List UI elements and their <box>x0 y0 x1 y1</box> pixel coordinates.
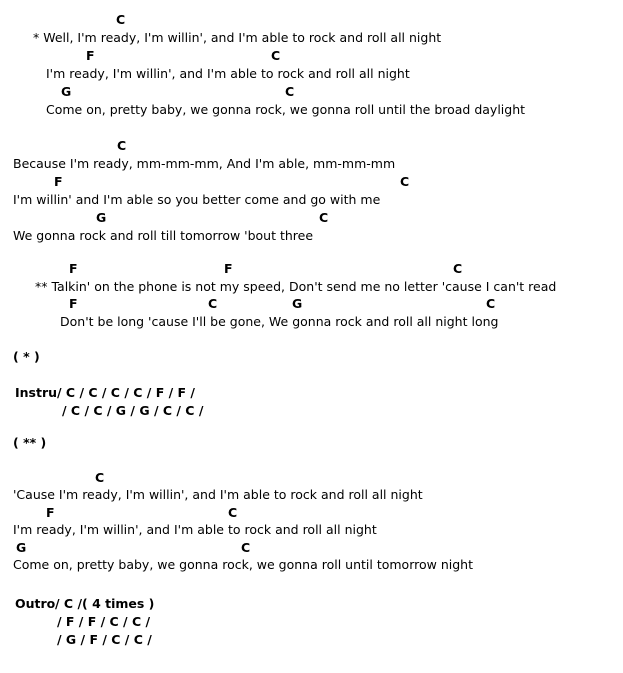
chord-line <box>0 138 623 154</box>
chord-label: C <box>400 174 410 189</box>
chord-label: C <box>486 296 496 311</box>
lyric-text: We gonna rock and roll till tomorrow 'bout three <box>13 228 314 243</box>
chord-progression: / C /( 4 times ) <box>55 596 155 611</box>
chord-label: F <box>54 174 63 189</box>
lyric-text: Come on, pretty baby, we gonna rock, we gonna roll until the broad daylight <box>46 102 526 117</box>
chord-label: C <box>208 296 218 311</box>
lyric-line <box>0 156 623 172</box>
lyric-line <box>0 192 623 208</box>
chord-label: F <box>86 48 95 63</box>
chord-label: C <box>271 48 281 63</box>
lyric-text: 'Cause I'm ready, I'm willin', and I'm able to rock and roll all night <box>13 487 423 502</box>
lyric-text: I'm ready, I'm willin', and I'm able to rock and roll all night <box>13 522 377 537</box>
chord-label: C <box>95 470 105 485</box>
lyric-line <box>0 522 623 538</box>
chord-line <box>0 296 623 312</box>
lyric-line <box>0 66 623 82</box>
lyric-text: Because I'm ready, mm-mm-mm, And I'm able, mm-mm-mm <box>13 156 396 171</box>
chord-label: C <box>117 138 127 153</box>
lyric-text: I'm ready, I'm willin', and I'm able to rock and roll all night <box>46 66 410 81</box>
lyric-text: I'm willin' and I'm able so you better come and go with me <box>13 192 381 207</box>
outro-line <box>0 614 623 630</box>
chord-label: F <box>69 261 78 276</box>
chord-line <box>0 505 623 521</box>
lyric-line <box>0 102 623 118</box>
chord-line <box>0 84 623 100</box>
lyric-text: Come on, pretty baby, we gonna rock, we gonna roll until tomorrow night <box>13 557 473 572</box>
chord-progression: / C / C / C / C / F / F / <box>57 385 195 400</box>
instrumental-line <box>0 385 623 401</box>
chord-line <box>0 540 623 556</box>
chord-label: C <box>241 540 251 555</box>
chord-label: G <box>292 296 303 311</box>
outro-line <box>0 596 623 612</box>
chord-label: G <box>61 84 72 99</box>
chord-label: F <box>46 505 55 520</box>
lyric-line <box>0 314 623 330</box>
chord-label: F <box>69 296 78 311</box>
section-marker <box>0 435 623 451</box>
chord-progression: / G / F / C / C / <box>57 632 152 647</box>
chord-progression: Instru <box>15 385 58 400</box>
chord-line <box>0 470 623 486</box>
chord-label: G <box>16 540 27 555</box>
marker-text: ( * ) <box>13 349 40 364</box>
chord-line <box>0 210 623 226</box>
chord-label: C <box>228 505 238 520</box>
chord-label: C <box>116 12 126 27</box>
lyric-line <box>0 557 623 573</box>
chord-label: F <box>224 261 233 276</box>
chord-progression: / C / C / G / G / C / C / <box>62 403 204 418</box>
instrumental-line <box>0 403 623 419</box>
chord-progression: / F / F / C / C / <box>57 614 151 629</box>
outro-line <box>0 632 623 648</box>
chord-label: C <box>319 210 329 225</box>
lyric-line <box>0 228 623 244</box>
lyric-text: ** Talkin' on the phone is not my speed, Don't send me no letter 'cause I can't read <box>35 279 557 294</box>
lyric-text: * Well, I'm ready, I'm willin', and I'm able to rock and roll all night <box>33 30 442 45</box>
chord-label: C <box>453 261 463 276</box>
marker-text: ( ** ) <box>13 435 47 450</box>
lyric-text: Don't be long 'cause I'll be gone, We gonna rock and roll all night long <box>60 314 499 329</box>
chord-progression: Outro <box>15 596 56 611</box>
lyric-line <box>0 487 623 503</box>
chord-line <box>0 48 623 64</box>
chord-label: C <box>285 84 295 99</box>
chord-label: G <box>96 210 107 225</box>
section-marker <box>0 349 623 365</box>
lyric-line <box>0 279 623 295</box>
chord-line <box>0 12 623 28</box>
lyric-line <box>0 30 623 46</box>
chord-line <box>0 261 623 277</box>
chord-line <box>0 174 623 190</box>
